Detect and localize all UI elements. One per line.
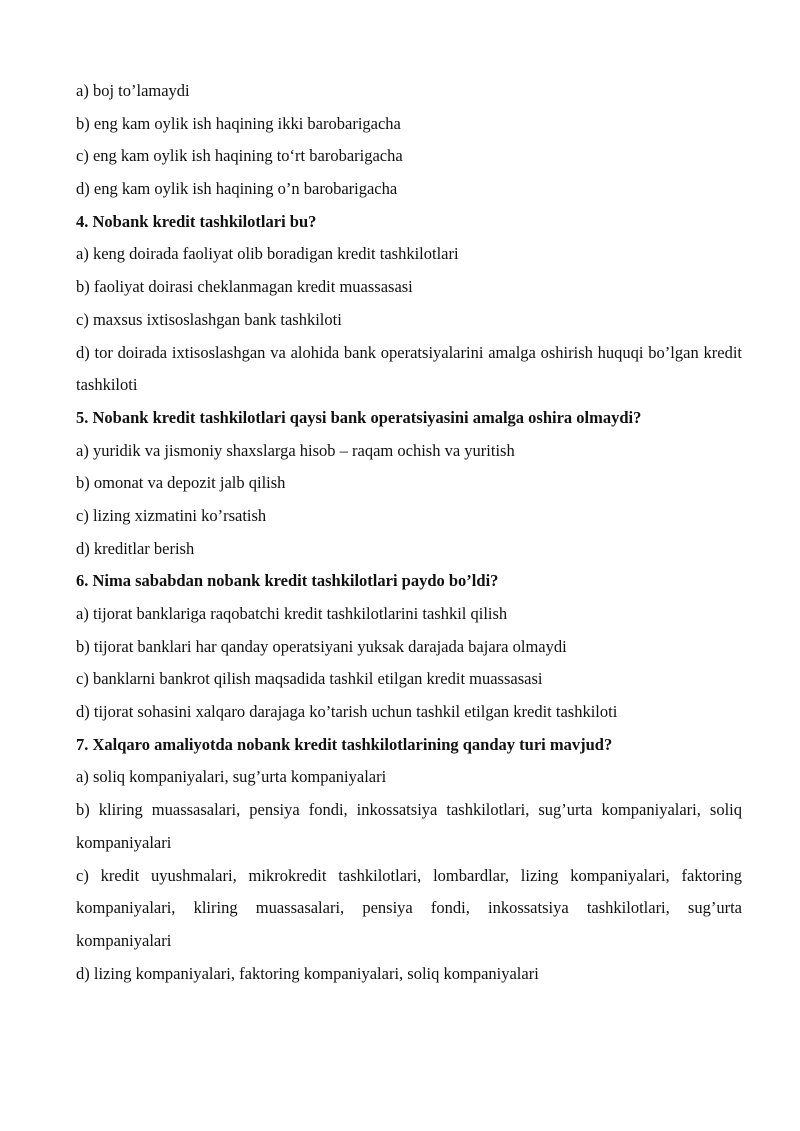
q4-option-b: b) faoliyat doirasi cheklanmagan kredit muassasasi [76, 277, 413, 297]
q5-option-a: a) yuridik va jismoniy shaxslarga hisob – raqam ochish va yuritish [76, 440, 515, 460]
q4-option-c: c) maxsus ixtisoslashgan bank tashkiloti [76, 309, 342, 329]
q6-option-d: d) tijorat sohasini xalqaro darajaga ko’tarish uchun tashkil etilgan kredit tashkiloti [76, 702, 618, 722]
question-4: 4. Nobank kredit tashkilotlari bu? [76, 211, 317, 231]
option-a: a) boj to’lamaydi [76, 81, 190, 100]
q6-option-c: c) banklarni bankrot qilish maqsadida tashkil etilgan kredit muassasasi [76, 669, 543, 689]
q7-option-c: c) kredit uyushmalari, mikrokredit tashkilotlari, lombardlar, lizing kompaniyalari, faktoring kompaniyalari, kliring muassasalari, pensiya fondi, inkossatsiya tashkilotlari, sug’urta kompaniyalari [76, 865, 742, 950]
q5-option-c: c) lizing xizmatini ko’rsatish [76, 505, 267, 525]
q7-option-b: b) kliring muassasalari, pensiya fondi, inkossatsiya tashkilotlari, sug’urta kompaniyalari, soliq kompaniyalari [76, 800, 742, 852]
q4-option-a: a) keng doirada faoliyat olib boradigan kredit tashkilotlari [76, 244, 459, 264]
option-c: c) eng kam oylik ish haqining to‘rt barobarigacha [76, 146, 403, 166]
q5-option-d: d) kreditlar berish [76, 538, 195, 558]
q7-option-a: a) soliq kompaniyalari, sug’urta kompaniyalari [76, 767, 387, 787]
q6-option-b: b) tijorat banklari har qanday operatsiyani yuksak darajada bajara olmaydi [76, 636, 567, 656]
question-5: 5. Nobank kredit tashkilotlari qaysi bank operatsiyasini amalga oshira olmaydi? [76, 407, 642, 427]
question-6: 6. Nima sababdan nobank kredit tashkilotlari paydo bo’ldi? [76, 571, 499, 591]
question-7: 7. Xalqaro amaliyotda nobank kredit tashkilotlarining qanday turi mavjud? [76, 734, 613, 754]
option-d: d) eng kam oylik ish haqining o’n barobarigacha [76, 179, 398, 199]
q7-option-d: d) lizing kompaniyalari, faktoring kompaniyalari, soliq kompaniyalari [76, 963, 539, 983]
q5-option-b: b) omonat va depozit jalb qilish [76, 473, 286, 493]
document-page [76, 75, 742, 990]
option-b: b) eng kam oylik ish haqining ikki barobarigacha [76, 113, 401, 133]
q4-option-d: d) tor doirada ixtisoslashgan va alohida bank operatsiyalarini amalga oshirish huquqi bo’lgan kredit tashkiloti [76, 342, 742, 395]
q6-option-a: a) tijorat banklariga raqobatchi kredit tashkilotlarini tashkil qilish [76, 604, 508, 624]
